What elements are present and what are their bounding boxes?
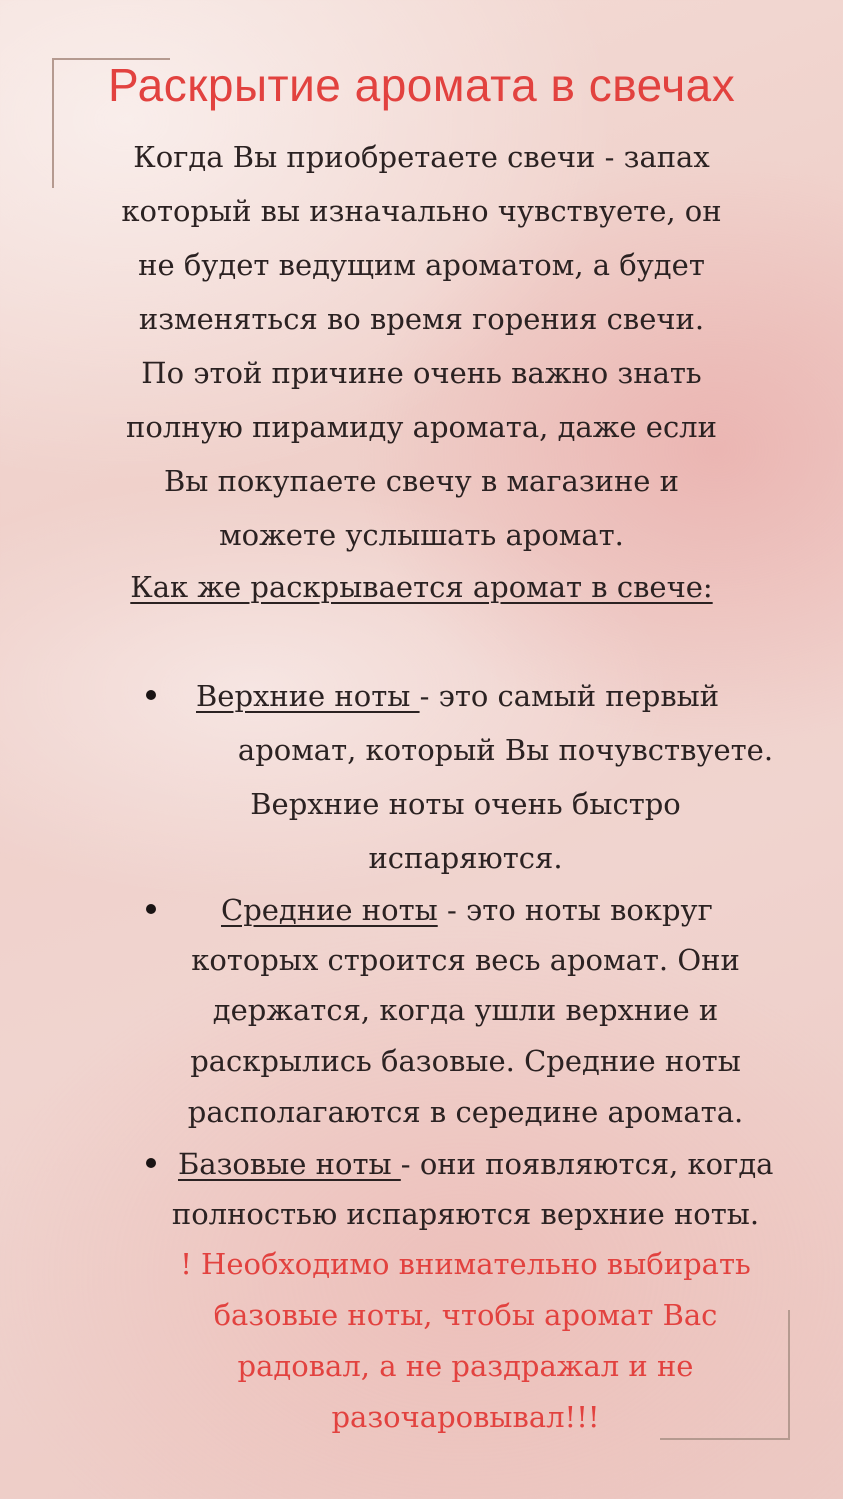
bullet-icon <box>146 904 156 914</box>
page-title: Раскрытие аромата в свечах <box>108 59 736 111</box>
middle-notes-term: Средние ноты <box>221 893 438 927</box>
top-notes-line: Верхние ноты очень быстро <box>250 787 681 821</box>
base-notes-term: Базовые ноты <box>178 1147 401 1181</box>
frame-corner-bottom-right-horizontal <box>660 1438 790 1440</box>
intro-line: По этой причине очень важно знать <box>141 356 702 390</box>
middle-notes-line: раскрылись базовые. Средние ноты <box>190 1044 741 1078</box>
warning-line: разочаровывал!!! <box>331 1400 600 1434</box>
intro-line: не будет ведущим ароматом, а будет <box>138 248 705 282</box>
bullet-icon <box>146 690 156 700</box>
base-notes-heading <box>178 1144 773 1184</box>
intro-line: который вы изначально чувствуете, он <box>121 194 722 228</box>
top-notes-rest: - это самый первый <box>419 679 720 713</box>
middle-notes-line: держатся, когда ушли верхние и <box>212 993 719 1027</box>
intro-line: Вы покупаете свечу в магазине и <box>163 464 680 498</box>
top-notes-line: аромат, который Вы почувствуете. <box>237 733 774 767</box>
top-notes-line: испаряются. <box>368 841 563 875</box>
top-notes-term: Верхние ноты <box>196 679 420 713</box>
intro-line: можете услышать аромат. <box>219 518 624 552</box>
base-notes-line: полностью испаряются верхние ноты. <box>171 1197 760 1231</box>
intro-line: изменяться во время горения свечи. <box>138 302 705 336</box>
middle-notes-line: которых строится весь аромат. Они <box>191 943 740 977</box>
section-question: Как же раскрывается аромат в свече: <box>130 570 713 604</box>
warning-line: базовые ноты, чтобы аромат Вас <box>213 1298 718 1332</box>
intro-line: Когда Вы приобретаете свечи - запах <box>133 140 710 174</box>
bullet-icon <box>146 1158 156 1168</box>
top-notes-heading <box>196 676 719 716</box>
base-notes-rest: - они появляются, когда <box>400 1147 774 1181</box>
middle-notes-line: располагаются в середине аромата. <box>187 1095 744 1129</box>
warning-line: ! Необходимо внимательно выбирать <box>180 1247 751 1281</box>
warning-line: радовал, а не раздражал и не <box>237 1349 694 1383</box>
middle-notes-rest: - это ноты вокруг <box>437 893 713 927</box>
intro-line: полную пирамиду аромата, даже если <box>126 410 717 444</box>
middle-notes-heading <box>221 890 713 930</box>
